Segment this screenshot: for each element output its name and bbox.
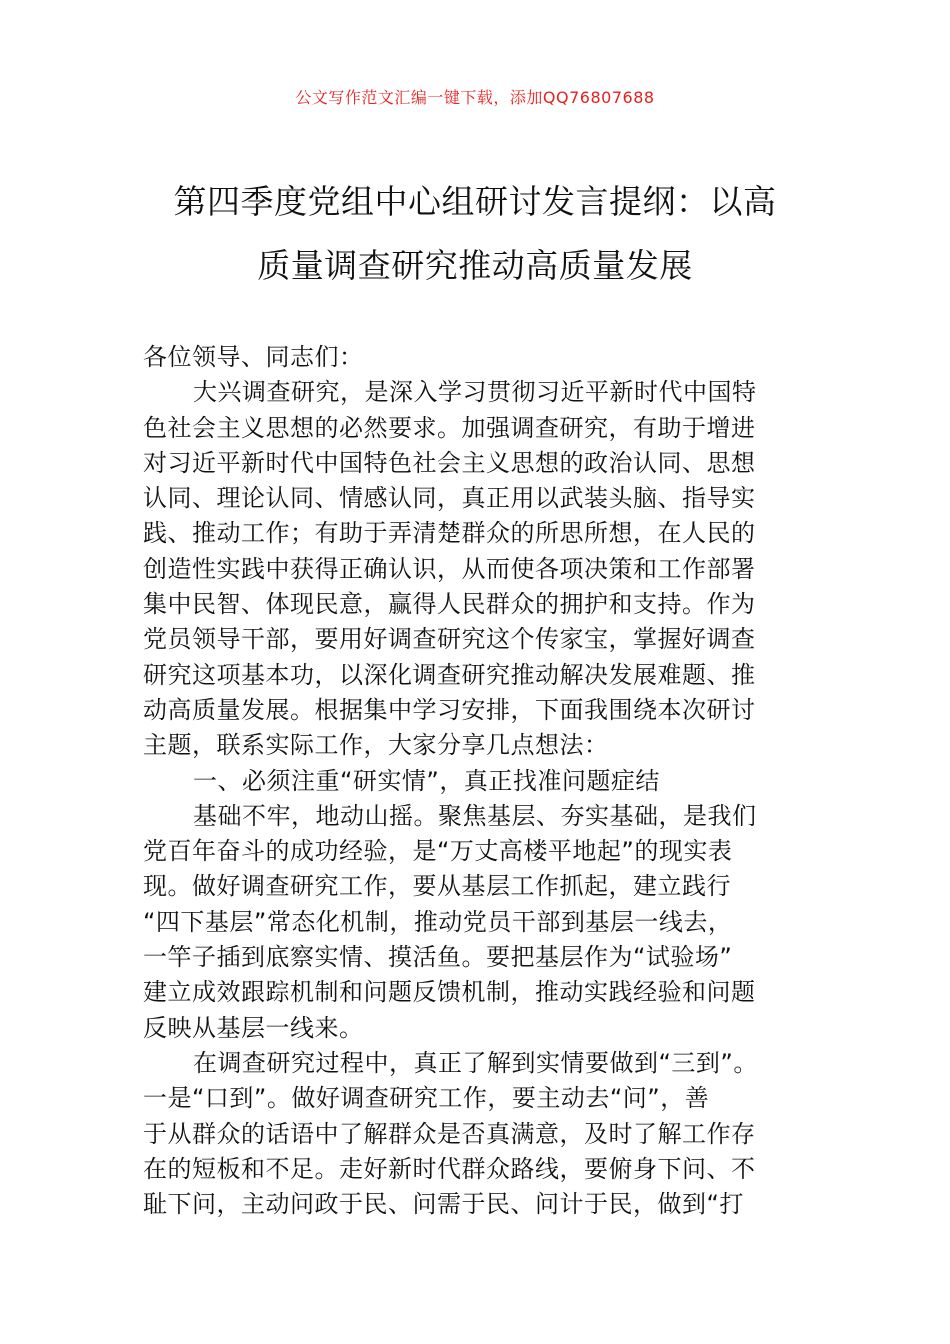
title-line: 第四季度党组中心组研讨发言提纲：以高 xyxy=(173,182,777,221)
body-line: 各位领导、同志们： xyxy=(143,343,364,371)
document-title xyxy=(140,170,810,298)
body-line: 在的短板和不足。走好新时代群众路线，要俯身下问、不 xyxy=(143,1154,756,1183)
body-line: 一、必须注重“研实情”，真正找准问题症结 xyxy=(193,766,660,795)
header-banner: 公文写作范文汇编一键下载，添加QQ76807688 xyxy=(295,88,655,107)
body-line: 在调查研究过程中，真正了解到实情要做到“三到”。 xyxy=(193,1048,758,1077)
body-line: 党员领导干部，要用好调查研究这个传家宝，掌握好调查 xyxy=(143,625,756,654)
body-line: 基础不牢，地动山摇。聚焦基层、夯实基础，是我们 xyxy=(193,801,757,830)
body-line: 对习近平新时代中国特色社会主义思想的政治认同、思想 xyxy=(143,448,756,477)
body-line: 反映从基层一线来。 xyxy=(143,1013,364,1042)
body-line: 一是“口到”。做好调查研究工作，要主动去“问”，善 xyxy=(143,1084,710,1113)
body-line: 建立成效跟踪机制和问题反馈机制，推动实践经验和问题 xyxy=(143,978,756,1007)
body-line: 践、推动工作；有助于弄清楚群众的所思所想，在人民的 xyxy=(143,519,756,548)
body-line: 创造性实践中获得正确认识，从而使各项决策和工作部署 xyxy=(143,554,756,583)
body-line: 一竿子插到底察实情、摸活鱼。要把基层作为“试验场” xyxy=(143,943,733,972)
body-line: 党百年奋斗的成功经验，是“万丈高楼平地起”的现实表 xyxy=(143,837,733,866)
body-line: 耻下问，主动问政于民、问需于民、问计于民，做到“打 xyxy=(143,1190,744,1219)
body-line: 研究这项基本功，以深化调查研究推动解决发展难题、推 xyxy=(143,660,756,689)
body-line: 色社会主义思想的必然要求。加强调查研究，有助于增进 xyxy=(143,413,756,442)
body-line: 大兴调查研究，是深入学习贯彻习近平新时代中国特 xyxy=(193,378,757,407)
body-line: 现。做好调查研究工作，要从基层工作抓起，建立践行 xyxy=(143,872,731,901)
document-body xyxy=(143,340,808,1222)
body-line: 动高质量发展。根据集中学习安排，下面我围绕本次研讨 xyxy=(143,695,756,724)
body-line: 于从群众的话语中了解群众是否真满意，及时了解工作存 xyxy=(143,1119,756,1148)
body-line: 主题，联系实际工作，大家分享几点想法： xyxy=(143,731,609,760)
body-line: 认同、理论认同、情感认同，真正用以武装头脑、指导实 xyxy=(143,484,756,513)
title-line: 质量调查研究推动高质量发展 xyxy=(257,246,693,285)
body-line: “四下基层”常态化机制，推动党员干部到基层一线去， xyxy=(143,907,733,936)
body-line: 集中民智、体现民意，赢得人民群众的拥护和支持。作为 xyxy=(143,590,756,619)
